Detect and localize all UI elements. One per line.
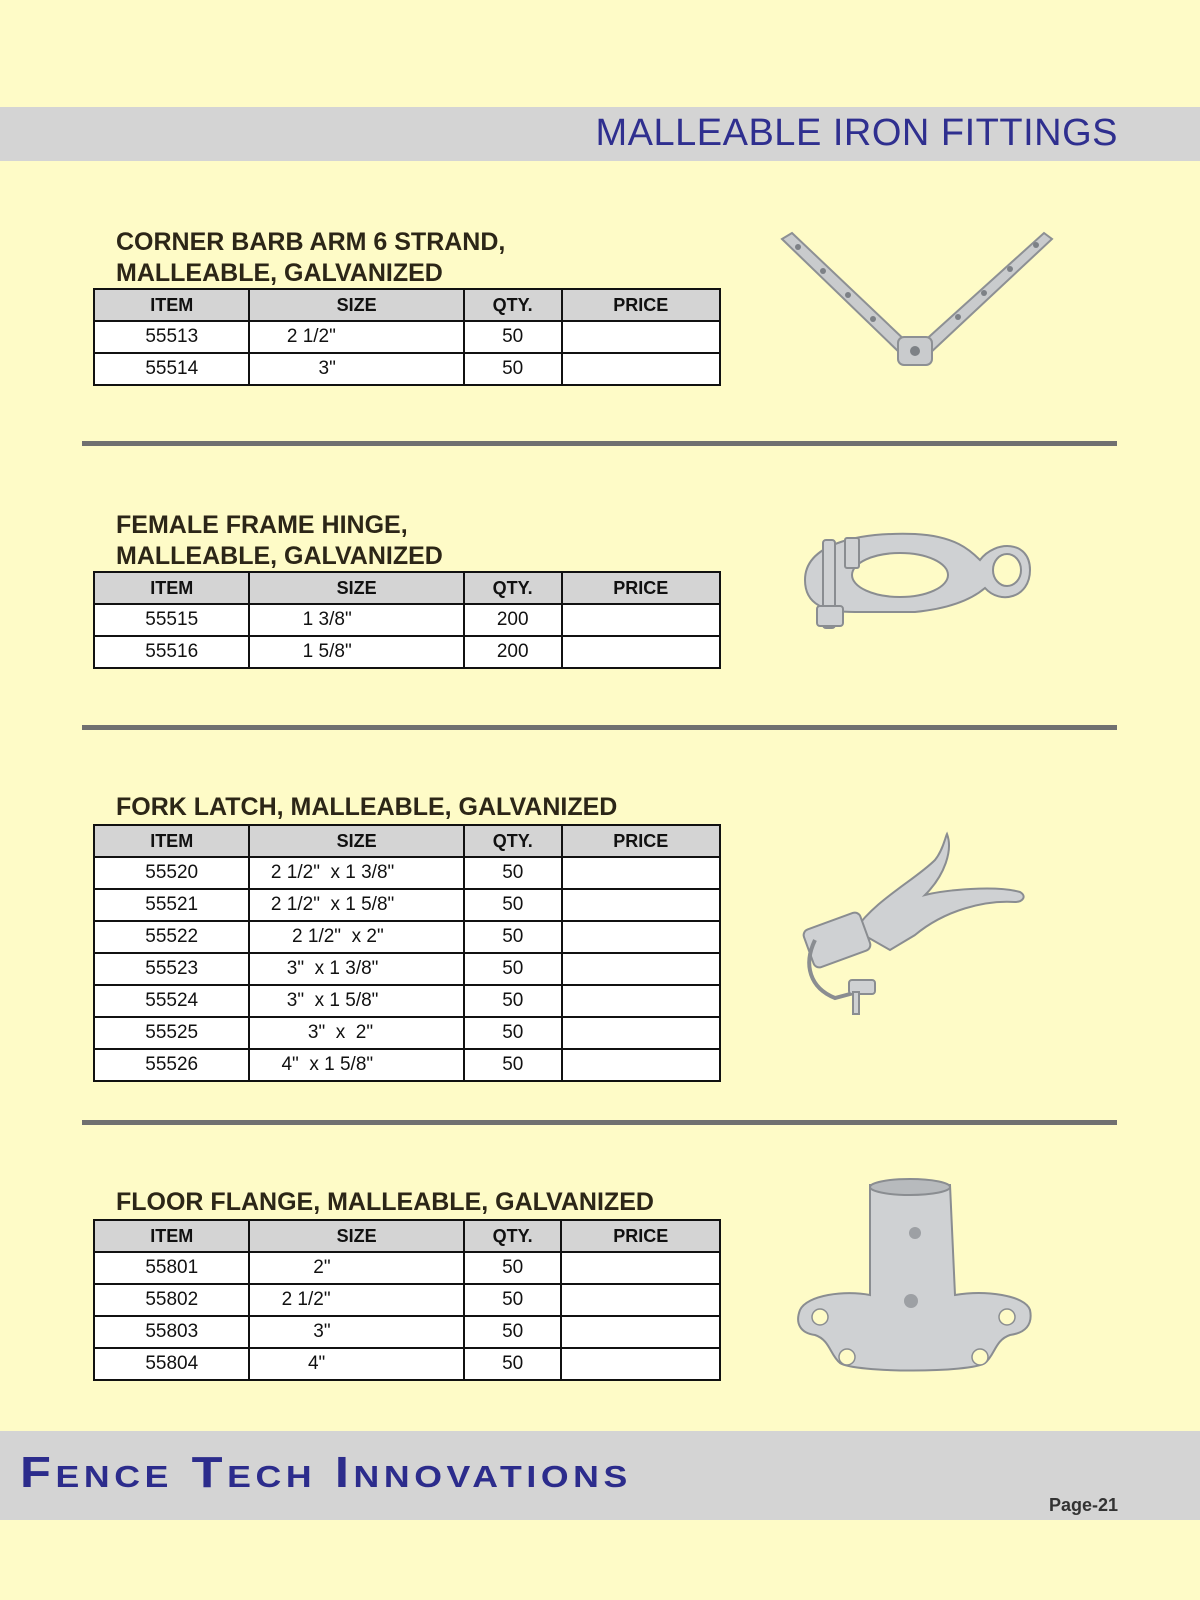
section-title-female-frame-hinge: FEMALE FRAME HINGE, MALLEABLE, GALVANIZED [116,511,443,570]
female-frame-hinge-image [795,520,1035,655]
item-cell: 55514 [94,353,249,385]
col-header-item: ITEM [94,572,249,604]
qty-cell: 50 [464,921,562,953]
table-row [94,321,720,353]
col-header-size: SIZE [249,1220,463,1252]
table-row [94,353,720,385]
price-cell [562,1017,720,1049]
size-cell: 3" [249,1316,463,1348]
table-row [94,1348,720,1380]
table-row [94,889,720,921]
item-cell: 55522 [94,921,249,953]
size-cell: 4" [249,1348,463,1380]
section-divider [82,441,1117,446]
qty-cell: 50 [464,889,562,921]
table-row [94,1316,720,1348]
table-row [94,985,720,1017]
product-table-fork-latch [93,824,721,1082]
item-cell: 55515 [94,604,249,636]
qty-cell: 200 [464,636,562,668]
item-cell: 55521 [94,889,249,921]
qty-cell: 50 [464,857,562,889]
size-cell: 1 3/8" [249,604,463,636]
qty-cell: 50 [464,1316,562,1348]
price-cell [561,1284,720,1316]
price-cell [562,889,720,921]
table-row [94,604,720,636]
size-cell: 2 1/2" [249,1284,463,1316]
floor-flange-image [795,1175,1035,1380]
size-cell: 3" x 2" [249,1017,464,1049]
table-row [94,1017,720,1049]
price-cell [562,857,720,889]
col-header-size: SIZE [249,572,463,604]
price-cell [561,1348,720,1380]
page-number: Page-21 [1048,1495,1118,1515]
table-row [94,1049,720,1081]
col-header-qty: QTY. [464,1220,562,1252]
qty-cell: 50 [464,1017,562,1049]
table-row [94,1252,720,1284]
size-cell: 1 5/8" [249,636,463,668]
col-header-size: SIZE [249,289,463,321]
fork-latch-image [795,830,1035,1020]
section-divider [82,1120,1117,1125]
qty-cell: 50 [464,1348,562,1380]
size-cell: 2 1/2" x 1 5/8" [249,889,464,921]
price-cell [562,1049,720,1081]
qty-cell: 50 [464,1049,562,1081]
item-cell: 55802 [94,1284,249,1316]
item-cell: 55520 [94,857,249,889]
brand-name: Fence Tech Innovations [20,1448,632,1497]
col-header-price: PRICE [562,825,720,857]
size-cell: 3" x 1 5/8" [249,985,464,1017]
product-table-floor-flange [93,1219,721,1381]
col-header-qty: QTY. [464,825,562,857]
qty-cell: 50 [464,1284,562,1316]
size-cell: 4" x 1 5/8" [249,1049,464,1081]
product-table-female-frame-hinge [93,571,721,669]
item-cell: 55513 [94,321,249,353]
price-cell [562,985,720,1017]
qty-cell: 50 [464,953,562,985]
item-cell: 55804 [94,1348,249,1380]
table-row [94,636,720,668]
col-header-price: PRICE [562,289,721,321]
qty-cell: 50 [464,1252,562,1284]
table-row [94,1284,720,1316]
price-cell [562,321,721,353]
col-header-price: PRICE [561,1220,720,1252]
size-cell: 3" [249,353,463,385]
price-cell [561,1316,720,1348]
qty-cell: 50 [464,321,562,353]
corner-barb-arm-image [778,225,1058,380]
item-cell: 55526 [94,1049,249,1081]
price-cell [562,636,720,668]
item-cell: 55516 [94,636,249,668]
col-header-qty: QTY. [464,572,562,604]
price-cell [561,1252,720,1284]
item-cell: 55803 [94,1316,249,1348]
item-cell: 55525 [94,1017,249,1049]
size-cell: 2 1/2" x 1 3/8" [249,857,464,889]
col-header-item: ITEM [94,289,249,321]
price-cell [562,604,720,636]
qty-cell: 200 [464,604,562,636]
section-title-floor-flange: FLOOR FLANGE, MALLEABLE, GALVANIZED [116,1188,654,1216]
col-header-qty: QTY. [464,289,562,321]
col-header-item: ITEM [94,1220,249,1252]
col-header-item: ITEM [94,825,249,857]
table-row [94,921,720,953]
price-cell [562,953,720,985]
size-cell: 2 1/2" x 2" [249,921,464,953]
col-header-price: PRICE [562,572,720,604]
price-cell [562,921,720,953]
price-cell [562,353,721,385]
size-cell: 2 1/2" [249,321,463,353]
item-cell: 55524 [94,985,249,1017]
col-header-size: SIZE [249,825,464,857]
qty-cell: 50 [464,985,562,1017]
item-cell: 55523 [94,953,249,985]
size-cell: 3" x 1 3/8" [249,953,464,985]
qty-cell: 50 [464,353,562,385]
product-table-corner-barb-arm [93,288,721,386]
section-divider [82,725,1117,730]
table-row [94,857,720,889]
table-row [94,953,720,985]
page-title: MALLEABLE IRON FITTINGS [595,112,1118,154]
item-cell: 55801 [94,1252,249,1284]
section-title-fork-latch: FORK LATCH, MALLEABLE, GALVANIZED [116,793,618,821]
section-title-corner-barb-arm: CORNER BARB ARM 6 STRAND, MALLEABLE, GALVANIZED [116,228,506,287]
size-cell: 2" [249,1252,463,1284]
